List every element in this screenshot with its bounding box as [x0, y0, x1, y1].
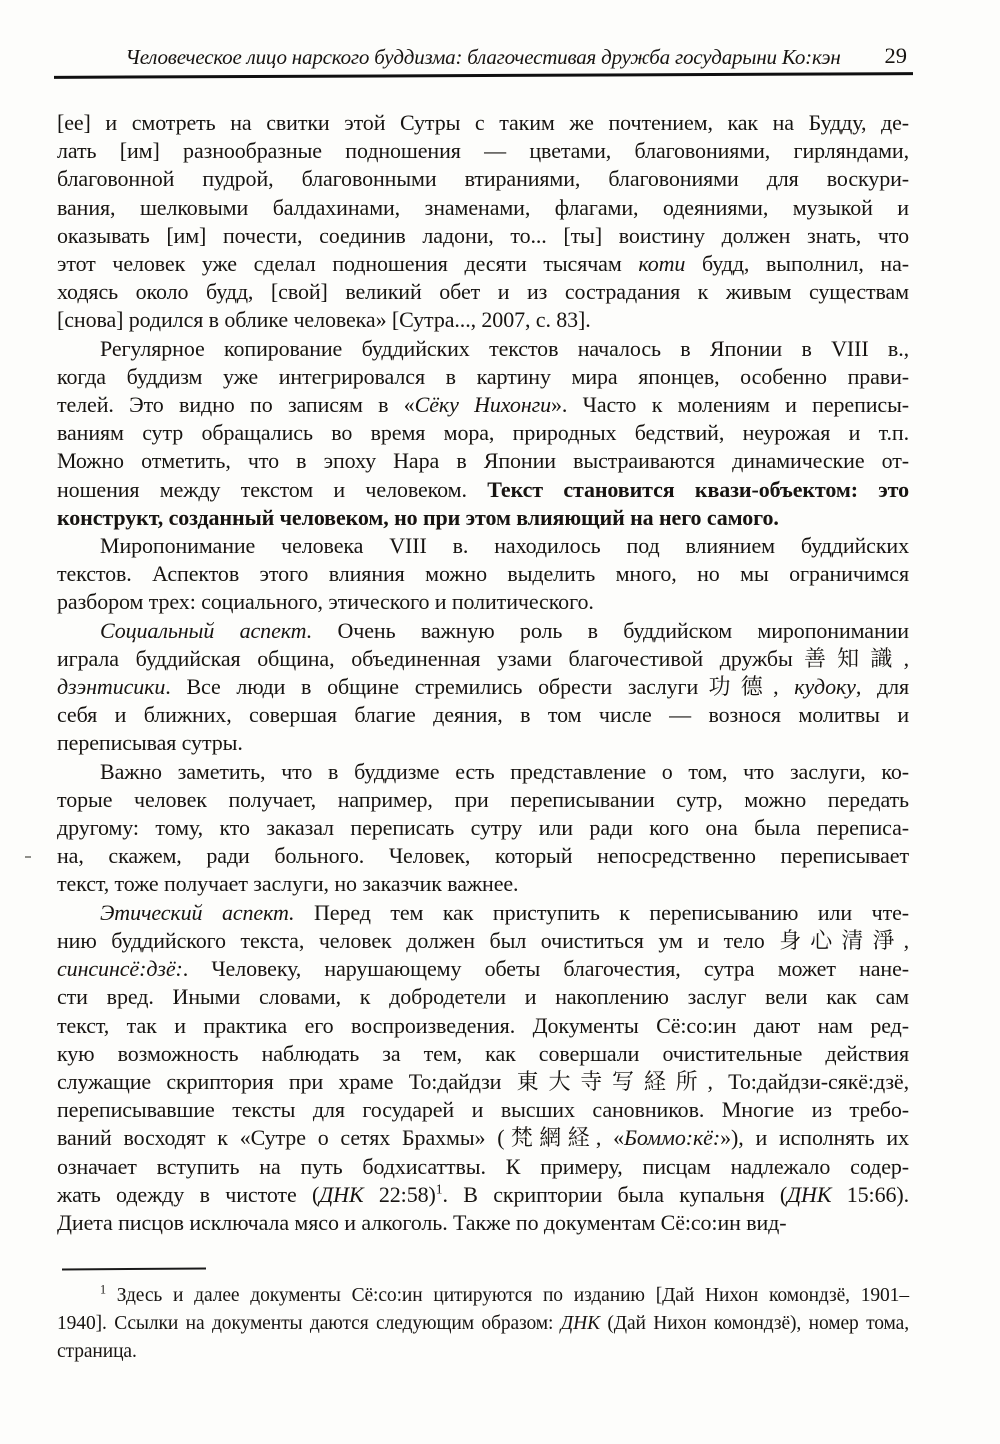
text-line: когда буддизм уже интегрировался в картину мира японцев, особенно прави-: [57, 363, 909, 389]
text-line: служащие скриптория при храме То:дайдзи 東大寺写経所, То:дайдзи-сякё:дзё,: [57, 1068, 909, 1094]
text-line: [снова] родился в облике человека» [Сутра..., 2007, с. 83].: [57, 307, 591, 333]
text-line: другому: тому, кто заказал переписать сутру или ради кого она была переписа-: [57, 815, 909, 841]
footnote-reference: 1: [435, 1181, 443, 1197]
footnote-reference: 1: [100, 1282, 106, 1297]
text-line: 1940]. Ссылки на документы даются следующим образом: ДНК (Дай Нихон комондзё), номер тома,: [57, 1313, 909, 1334]
scan-artifact-dash: [25, 856, 31, 858]
paragraph: [57, 758, 909, 899]
paragraph: [57, 109, 909, 335]
page-header: [57, 45, 909, 73]
page-number: 29: [884, 43, 907, 68]
text-line: Диета писцов исключала мясо и алкоголь. Также по документам Сё:со:ин вид-: [57, 1209, 787, 1235]
text-line: благовонной пудрой, благовонными втираниями, благовониями для воскури-: [57, 166, 909, 192]
text-line: переписывая сутры.: [57, 730, 243, 756]
text-line: [ее] и смотреть на свитки этой Сутры с таким же почтением, как на Будду, де-: [57, 110, 909, 135]
text-line: нию буддийского текста, человек должен был очиститься ум и тело 身心清淨,: [57, 927, 909, 953]
text-line: конструкт, созданный человеком, но при этом влияющий на него самого.: [57, 504, 779, 530]
text-line: ваниям сутр обращались во время мора, природных бедствий, неурожая и т.п.: [57, 420, 909, 446]
text-line: лать [им] разнообразные подношения — цветами, благовониями, гирляндами,: [57, 138, 909, 164]
text-line: ваний восходят к «Сутре о сетях Брахмы» (梵網経, «Боммо:кё:»), и исполнять их: [57, 1125, 909, 1151]
text-line: сти вред. Иными словами, к добродетели и накоплению заслуг вели как сам: [57, 984, 909, 1010]
text-line: Социальный аспект. Очень важную роль в буддийском миропонимании: [100, 617, 909, 643]
text-line: ходясь около будд, [свой] великий обет и из сострадания к живым существам: [57, 279, 909, 305]
text-line: этот человек уже сделал подношения десяти тысячам коти будд, выполнил, на-: [57, 251, 909, 277]
text-line: оказывать [им] почести, соединив ладони, то... [ты] воистину должен знать, что: [57, 222, 909, 248]
paragraph: [57, 335, 909, 532]
text-line: на, скажем, ради больного. Человек, который непосредственно переписывает: [57, 843, 909, 869]
text-line: себя и ближних, совершая благие деяния, в том числе — вознося молитвы и: [57, 702, 909, 728]
text-line: кую возможность наблюдать за тем, как совершали очистительные действия: [57, 1040, 909, 1066]
text-line: текст, так и практика его воспроизведения. Документы Сё:со:ин дают нам ред-: [57, 1012, 909, 1038]
body-text: [57, 109, 909, 1237]
text-line: страница.: [57, 1341, 137, 1362]
text-line: переписывавшие тексты для государей и высших сановников. Многие из требо-: [57, 1097, 909, 1123]
text-line: вания, шелковыми балдахинами, знаменами, флагами, одеяниями, музыкой и: [57, 194, 909, 220]
running-title: Человеческое лицо нарского буддизма: благочестивая дружба государыни Ко:кэн: [125, 45, 841, 69]
text-line: Регулярное копирование буддийских текстов началось в Японии в VIII в.,: [100, 335, 909, 361]
text-line: играла буддийская община, объединенная узами благочестивой дружбы善知識,: [57, 645, 909, 671]
paragraph: [57, 1282, 909, 1366]
paragraph: [57, 617, 909, 758]
text-line: синсинсё:дзё:. Человеку, нарушающему обеты благочестия, сутра может нане-: [57, 956, 909, 982]
text-line: телей. Это видно по записям в «Сёку Нихонги». Часто к молениям и переписы-: [57, 392, 909, 418]
text-line: Важно заметить, что в буддизме есть представление о том, что заслуги, ко-: [100, 758, 909, 784]
text-line: разбором трех: социального, этического и политического.: [57, 589, 594, 615]
text-line: торые человек получает, например, при переписывании сутр, можно передать: [57, 786, 909, 812]
text-line: текстов. Аспектов этого влияния можно выделить много, но мы ограничимся: [57, 561, 909, 587]
text-line: Этический аспект. Перед тем как приступить к переписыванию или чте-: [100, 899, 910, 925]
text-line: означает вступить на путь бодхисаттвы. К примеру, писцам надлежало содер-: [57, 1153, 909, 1179]
paragraph: [57, 532, 909, 617]
text-line: жать одежду в чистоте (ДНК 22:58)$^1$. В скриптории была купальня (ДНК 15:66).: [57, 1181, 909, 1207]
text-line: $^1$ Здесь и далее документы Сё:со:ин цитируются по изданию [Дай Нихон комондзё, 1901–: [100, 1282, 909, 1306]
footnote-separator: [62, 1267, 206, 1270]
text-line: текст, тоже получает заслуги, но заказчик важнее.: [57, 871, 519, 897]
text-line: Можно отметить, что в эпоху Нара в Японии выстраиваются динамические от-: [57, 448, 909, 474]
text-line: Миропонимание человека VIII в. находилось под влиянием буддийских: [100, 533, 909, 559]
paragraph: [57, 899, 909, 1237]
text-line: ношения между текстом и человеком. Текст становится квази-объектом: это: [57, 476, 909, 502]
footnote: [57, 1282, 909, 1366]
header-rule: [54, 72, 913, 79]
text-line: дзэнтисики. Все люди в общине стремились обрести заслуги功德, кудоку, для: [57, 674, 909, 700]
